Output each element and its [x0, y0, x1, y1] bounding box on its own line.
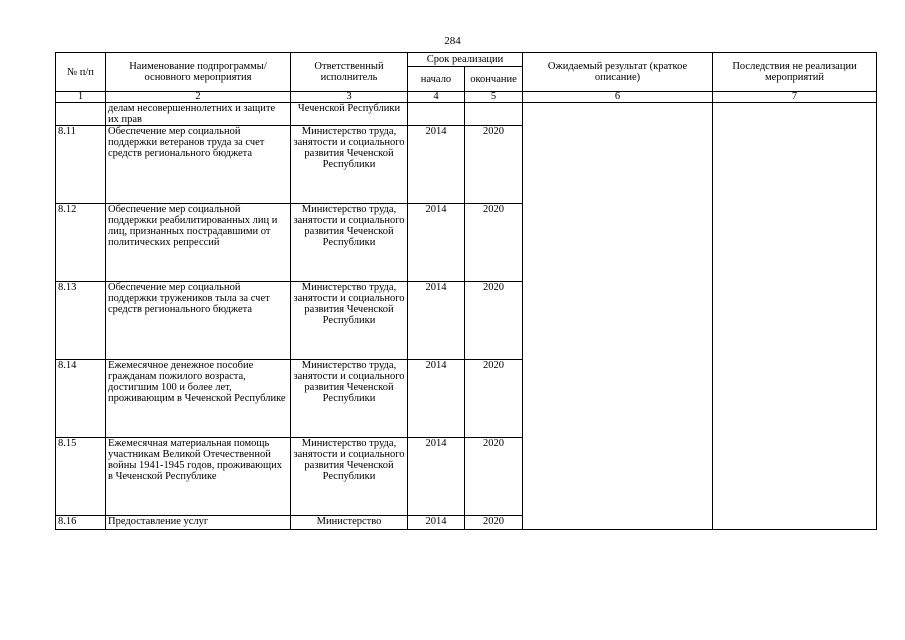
header-term: Срок реализации	[408, 53, 523, 67]
responsible-executor: Министерство труда, занятости и социального развития Чеченской Республики	[291, 438, 408, 516]
end-year: 2020	[465, 126, 523, 204]
header-responsible: Ответственный исполнитель	[291, 53, 408, 92]
column-number-row	[56, 92, 877, 103]
end-year: 2020	[465, 204, 523, 282]
column-number: 5	[465, 92, 523, 103]
row-number: 8.11	[56, 126, 106, 204]
end-year: 2020	[465, 516, 523, 530]
start-year: 2014	[408, 360, 465, 438]
column-number: 2	[106, 92, 291, 103]
page-number: 284	[444, 35, 461, 47]
consequences-cell	[713, 103, 877, 530]
responsible-executor: Министерство труда, занятости и социального развития Чеченской Республики	[291, 204, 408, 282]
start-year: 2014	[408, 282, 465, 360]
table-header	[56, 53, 877, 103]
responsible-executor: Министерство	[291, 516, 408, 530]
start-year	[408, 103, 465, 126]
activity-name: Обеспечение мер социальной поддержки реабилитированных лиц и лиц, признанных пострадавшими от политических репрессий	[106, 204, 291, 282]
table-row	[56, 103, 877, 126]
activity-name: Предоставление услуг	[106, 516, 291, 530]
header-end: окончание	[465, 67, 523, 92]
header-consequences: Последствия не реализации мероприятий	[713, 53, 877, 92]
header-expected-result: Ожидаемый результат (краткое описание)	[523, 53, 713, 92]
header-num: № п/п	[56, 53, 106, 92]
expected-result-cell	[523, 103, 713, 530]
activity-name: Ежемесячная материальная помощь участникам Великой Отечественной войны 1941-1945 годов, проживающих в Чеченской Республике	[106, 438, 291, 516]
end-year	[465, 103, 523, 126]
column-number: 6	[523, 92, 713, 103]
row-number: 8.14	[56, 360, 106, 438]
row-number: 8.15	[56, 438, 106, 516]
responsible-executor: Министерство труда, занятости и социального развития Чеченской Республики	[291, 282, 408, 360]
responsible-executor: Чеченской Республики	[291, 103, 408, 126]
column-number: 7	[713, 92, 877, 103]
activity-name: делам несовершеннолетних и защите их прав	[106, 103, 291, 126]
activity-name: Обеспечение мер социальной поддержки тружеников тыла за счет средств регионального бюджета	[106, 282, 291, 360]
start-year: 2014	[408, 204, 465, 282]
column-number: 1	[56, 92, 106, 103]
row-number: 8.13	[56, 282, 106, 360]
responsible-executor: Министерство труда, занятости и социального развития Чеченской Республики	[291, 360, 408, 438]
start-year: 2014	[408, 516, 465, 530]
end-year: 2020	[465, 360, 523, 438]
end-year: 2020	[465, 282, 523, 360]
activity-name: Обеспечение мер социальной поддержки ветеранов труда за счет средств регионального бюджета	[106, 126, 291, 204]
column-number: 3	[291, 92, 408, 103]
row-number	[56, 103, 106, 126]
table-body	[56, 103, 877, 530]
column-number: 4	[408, 92, 465, 103]
row-number: 8.16	[56, 516, 106, 530]
responsible-executor: Министерство труда, занятости и социального развития Чеченской Республики	[291, 126, 408, 204]
start-year: 2014	[408, 126, 465, 204]
start-year: 2014	[408, 438, 465, 516]
header-name: Наименование подпрограммы/ основного мероприятия	[106, 53, 291, 92]
activity-name: Ежемесячное денежное пособие гражданам пожилого возраста, достигшим 100 и более лет, проживающим в Чеченской Республике	[106, 360, 291, 438]
end-year: 2020	[465, 438, 523, 516]
program-activities-table	[55, 52, 877, 530]
row-number: 8.12	[56, 204, 106, 282]
header-start: начало	[408, 67, 465, 92]
